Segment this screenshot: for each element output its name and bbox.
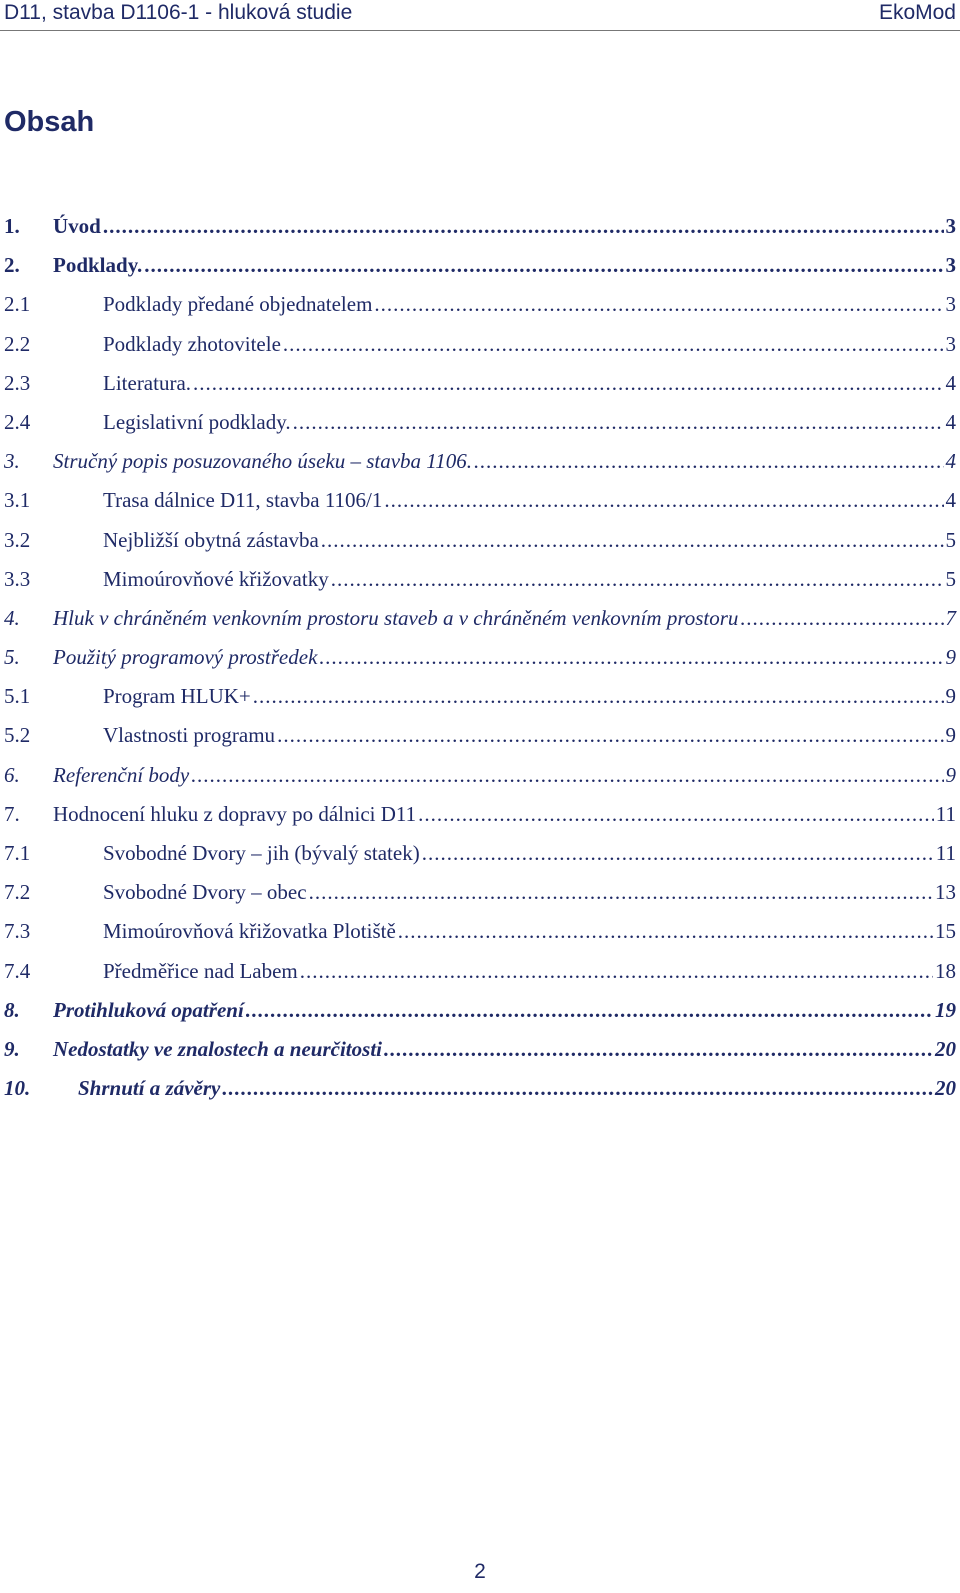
toc-leader-dots bbox=[277, 720, 943, 750]
toc-entry-page: 15 bbox=[935, 919, 956, 944]
page-header bbox=[0, 0, 960, 31]
toc-entry-number: 3.2 bbox=[4, 527, 31, 552]
toc-entry-title: Předměřice nad Labem bbox=[103, 958, 298, 983]
document-title: D11, stavba D1106-1 - hluková studie bbox=[4, 1, 353, 24]
toc-entry-page: 4 bbox=[945, 449, 956, 474]
toc-entry-page: 13 bbox=[935, 880, 956, 905]
table-of-contents bbox=[0, 211, 960, 1112]
toc-entry[interactable] bbox=[0, 211, 960, 250]
toc-leader-dots bbox=[222, 1073, 933, 1103]
toc-entry-title: Stručný popis posuzovaného úseku – stavba 1106. bbox=[53, 449, 472, 474]
toc-entry-number: 2.3 bbox=[4, 370, 31, 395]
company-name: EkoMod bbox=[878, 1, 956, 24]
toc-leader-dots bbox=[474, 446, 944, 476]
toc-entry-title: Svobodné Dvory – obec bbox=[103, 880, 307, 905]
toc-entry-number: 7.3 bbox=[4, 919, 31, 944]
toc-entry[interactable] bbox=[0, 289, 960, 328]
toc-entry[interactable] bbox=[0, 956, 960, 995]
toc-entry-page: 3 bbox=[945, 292, 956, 317]
toc-entry[interactable] bbox=[0, 525, 960, 564]
toc-entry-number: 3.1 bbox=[4, 488, 31, 513]
toc-entry-number: 1. bbox=[4, 214, 20, 238]
header-rule bbox=[0, 30, 960, 31]
toc-entry-title: Podklady předané objednatelem bbox=[103, 292, 373, 317]
toc-leader-dots bbox=[422, 838, 934, 868]
toc-entry[interactable] bbox=[0, 368, 960, 407]
toc-entry-page: 9 bbox=[945, 762, 956, 787]
toc-entry-number: 2.4 bbox=[4, 409, 31, 434]
toc-entry[interactable] bbox=[0, 1073, 960, 1112]
toc-entry[interactable] bbox=[0, 485, 960, 524]
toc-entry-title: Hluk v chráněném venkovním prostoru staveb a v chráněném venkovním prostoru bbox=[53, 605, 739, 630]
toc-entry-title: Použitý programový prostředek bbox=[53, 645, 318, 670]
toc-entry-number: 2.1 bbox=[4, 292, 31, 317]
toc-leader-dots bbox=[309, 877, 933, 907]
toc-entry-title: Mimoúrovňové křižovatky bbox=[103, 566, 329, 591]
toc-entry-page: 5 bbox=[945, 527, 956, 552]
toc-entry-page: 7 bbox=[945, 605, 956, 630]
toc-entry-page: 5 bbox=[945, 566, 956, 591]
toc-entry-number: 7.2 bbox=[4, 880, 31, 905]
toc-entry-number: 3. bbox=[4, 449, 20, 474]
toc-entry-number: 7.1 bbox=[4, 841, 31, 865]
toc-entry-title: Úvod bbox=[53, 214, 101, 238]
toc-leader-dots bbox=[283, 329, 944, 359]
toc-entry-page: 3 bbox=[945, 214, 956, 238]
toc-entry-number: 10. bbox=[4, 1076, 31, 1101]
toc-leader-dots bbox=[246, 995, 933, 1025]
toc-entry-number: 2.2 bbox=[4, 331, 31, 356]
toc-entry-number: 2. bbox=[4, 253, 20, 278]
toc-entry-number: 9. bbox=[4, 1036, 20, 1061]
toc-entry-page: 4 bbox=[945, 370, 956, 395]
toc-entry[interactable] bbox=[0, 250, 960, 289]
toc-entry-title: Vlastnosti programu bbox=[103, 723, 276, 748]
toc-entry[interactable] bbox=[0, 995, 960, 1034]
toc-leader-dots bbox=[319, 642, 943, 672]
toc-entry-page: 11 bbox=[935, 841, 956, 865]
toc-entry-title: Podklady. bbox=[53, 253, 143, 278]
toc-leader-dots bbox=[331, 564, 944, 594]
toc-entry[interactable] bbox=[0, 799, 960, 838]
toc-entry-title: Trasa dálnice D11, stavba 1106/1 bbox=[103, 488, 383, 513]
toc-entry-page: 19 bbox=[935, 997, 956, 1022]
toc-entry[interactable] bbox=[0, 407, 960, 446]
toc-entry-number: 7.4 bbox=[4, 958, 31, 983]
toc-entry[interactable] bbox=[0, 642, 960, 681]
toc-leader-dots bbox=[374, 289, 943, 319]
toc-entry[interactable] bbox=[0, 838, 960, 877]
toc-entry-title: Hodnocení hluku z dopravy po dálnici D11 bbox=[53, 801, 417, 826]
toc-entry-title: Program HLUK+ bbox=[103, 684, 251, 709]
toc-entry[interactable] bbox=[0, 1034, 960, 1073]
toc-entry[interactable] bbox=[0, 720, 960, 759]
toc-leader-dots bbox=[191, 760, 943, 790]
toc-leader-dots bbox=[398, 916, 933, 946]
toc-leader-dots bbox=[144, 250, 943, 280]
toc-entry[interactable] bbox=[0, 564, 960, 603]
toc-leader-dots bbox=[293, 407, 944, 437]
toc-leader-dots bbox=[384, 485, 943, 515]
toc-entry-title: Literatura. bbox=[103, 370, 192, 395]
page-number: 2 bbox=[474, 1560, 486, 1583]
toc-entry-page: 9 bbox=[945, 645, 956, 670]
toc-heading: Obsah bbox=[4, 106, 95, 138]
toc-entry-title: Mimoúrovňová křižovatka Plotiště bbox=[103, 919, 396, 944]
toc-entry[interactable] bbox=[0, 681, 960, 720]
toc-entry-number: 5. bbox=[4, 645, 20, 670]
toc-leader-dots bbox=[193, 368, 943, 398]
toc-leader-dots bbox=[300, 956, 933, 986]
toc-entry-number: 3.3 bbox=[4, 566, 31, 591]
toc-entry-title: Nejbližší obytná zástavba bbox=[103, 527, 319, 552]
toc-entry-title: Nedostatky ve znalostech a neurčitosti bbox=[53, 1036, 382, 1061]
toc-entry-title: Protihluková opatření bbox=[53, 997, 244, 1022]
toc-entry[interactable] bbox=[0, 446, 960, 485]
toc-entry-number: 4. bbox=[4, 605, 20, 630]
toc-entry-number: 8. bbox=[4, 997, 20, 1022]
toc-entry[interactable] bbox=[0, 603, 960, 642]
toc-leader-dots bbox=[740, 603, 943, 633]
toc-entry-page: 20 bbox=[935, 1036, 956, 1061]
toc-entry-page: 4 bbox=[945, 409, 956, 434]
toc-entry-number: 6. bbox=[4, 762, 20, 787]
toc-entry-number: 7. bbox=[4, 801, 20, 826]
toc-entry-title: Legislativní podklady. bbox=[103, 409, 291, 434]
toc-entry-page: 18 bbox=[935, 958, 956, 983]
toc-entry-title: Referenční body bbox=[53, 762, 190, 787]
toc-entry-page: 4 bbox=[945, 488, 956, 513]
toc-entry-page: 3 bbox=[945, 331, 956, 356]
toc-entry-title: Shrnutí a závěry bbox=[78, 1076, 221, 1101]
toc-entry-number: 5.1 bbox=[4, 684, 31, 709]
toc-entry[interactable] bbox=[0, 760, 960, 799]
toc-leader-dots bbox=[103, 211, 944, 241]
toc-entry-page: 3 bbox=[945, 253, 956, 278]
toc-entry-page: 9 bbox=[945, 723, 956, 748]
toc-entry-page: 11 bbox=[935, 801, 956, 826]
toc-leader-dots bbox=[253, 681, 944, 711]
toc-leader-dots bbox=[321, 525, 944, 555]
toc-leader-dots bbox=[384, 1034, 933, 1064]
toc-entry[interactable] bbox=[0, 916, 960, 955]
toc-leader-dots bbox=[418, 799, 934, 829]
toc-entry-page: 9 bbox=[945, 684, 956, 709]
toc-entry[interactable] bbox=[0, 329, 960, 368]
toc-entry-page: 20 bbox=[935, 1076, 956, 1101]
toc-entry-title: Svobodné Dvory – jih (bývalý statek) bbox=[103, 841, 420, 865]
toc-entry-title: Podklady zhotovitele bbox=[103, 331, 281, 356]
toc-entry-number: 5.2 bbox=[4, 723, 31, 748]
toc-entry[interactable] bbox=[0, 877, 960, 916]
